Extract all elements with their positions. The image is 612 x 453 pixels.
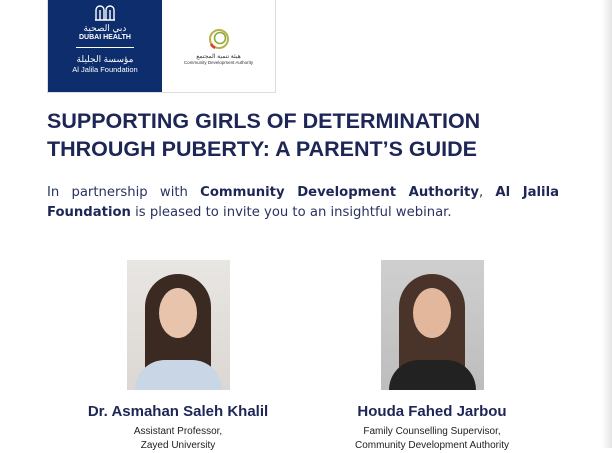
page-edge-shadow [602, 0, 612, 448]
divider [76, 47, 134, 48]
speaker-name: Houda Fahed Jarbou [357, 403, 507, 420]
speaker-card [58, 403, 298, 453]
speaker-photo [381, 260, 484, 390]
dubai-health-emblem-icon [94, 3, 116, 21]
partner-logos [47, 0, 276, 93]
page-title: SUPPORTING GIRLS OF DETERMINATION THROUGH PUBERTY: A PARENT’S GUIDE [47, 109, 481, 161]
speaker-card [312, 403, 552, 453]
speaker-role: Family Counselling Supervisor, Community Development Authority [355, 426, 509, 451]
speaker-name: Dr. Asmahan Saleh Khalil [87, 403, 269, 420]
intro-paragraph: In partnership with Community Development Authority, Al Jalila Foundation is pleased to invite you to an insightful webinar. [47, 185, 560, 220]
speaker-role: Assistant Professor, Zayed University [133, 426, 223, 451]
dubai-health-logo: دبي الصحية DUBAI HEALTH مؤسسة الجليلة Al Jalila Foundation [48, 0, 162, 92]
cda-emblem-icon [207, 28, 231, 50]
speaker-photo [127, 260, 230, 390]
cda-logo: هيئة تنمية المجتمع Community Development Authority [162, 0, 275, 92]
